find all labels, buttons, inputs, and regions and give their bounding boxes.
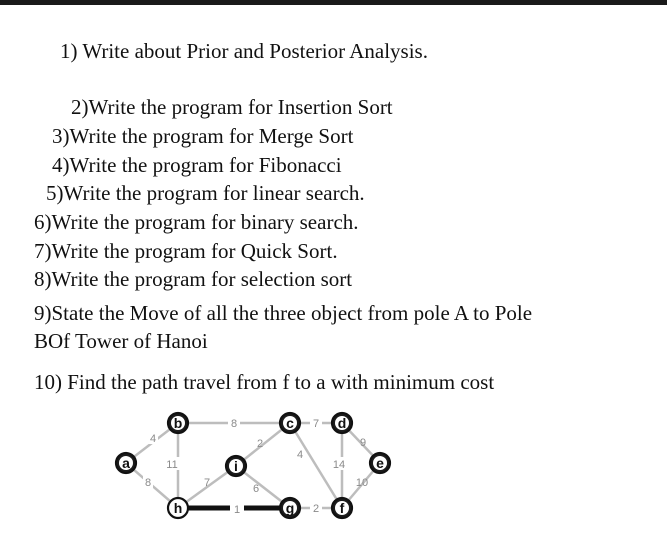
- node-label-h: h: [173, 500, 183, 516]
- node-label-d: d: [337, 415, 347, 431]
- question-1: 1) Write about Prior and Posterior Analysis.: [60, 39, 428, 63]
- question-9-line-2: BOf Tower of Hanoi: [34, 329, 208, 353]
- weight-g-f: 2: [312, 503, 320, 515]
- question-3: 3)Write the program for Merge Sort: [52, 124, 354, 148]
- node-label-g: g: [285, 500, 295, 516]
- weight-b-c: 8: [230, 418, 238, 430]
- question-9-line-1: 9)State the Move of all the three object from pole A to Pole: [34, 301, 533, 325]
- question-6: 6)Write the program for binary search.: [34, 210, 359, 234]
- weight-i-g: 6: [252, 483, 260, 495]
- node-label-f: f: [339, 500, 345, 516]
- node-label-i: i: [234, 458, 238, 474]
- weight-f-e: 10: [355, 477, 369, 489]
- node-label-a: a: [122, 455, 130, 471]
- top-border: [0, 0, 667, 5]
- weight-i-c: 2: [256, 438, 264, 450]
- question-8: 8)Write the program for selection sort: [34, 267, 353, 291]
- weight-d-f: 14: [332, 459, 346, 471]
- question-7: 7)Write the program for Quick Sort.: [34, 239, 338, 263]
- weight-a-h: 8: [144, 477, 152, 489]
- node-label-c: c: [286, 415, 294, 431]
- question-5: 5)Write the program for linear search.: [46, 181, 365, 205]
- weight-c-f: 4: [296, 449, 304, 461]
- question-10: 10) Find the path travel from f to a with minimum cost: [34, 370, 495, 394]
- weight-c-d: 7: [312, 418, 320, 430]
- question-4: 4)Write the program for Fibonacci: [52, 153, 342, 177]
- graph-diagram: [110, 402, 410, 528]
- weight-a-b: 4: [149, 433, 157, 445]
- weight-d-e: 9: [359, 437, 367, 449]
- weight-b-h: 11: [166, 459, 178, 471]
- node-label-b: b: [173, 415, 183, 431]
- weight-h-i: 7: [203, 477, 211, 489]
- node-label-e: e: [376, 455, 384, 471]
- question-2: 2)Write the program for Insertion Sort: [71, 95, 393, 119]
- weight-h-g: 1: [233, 504, 241, 516]
